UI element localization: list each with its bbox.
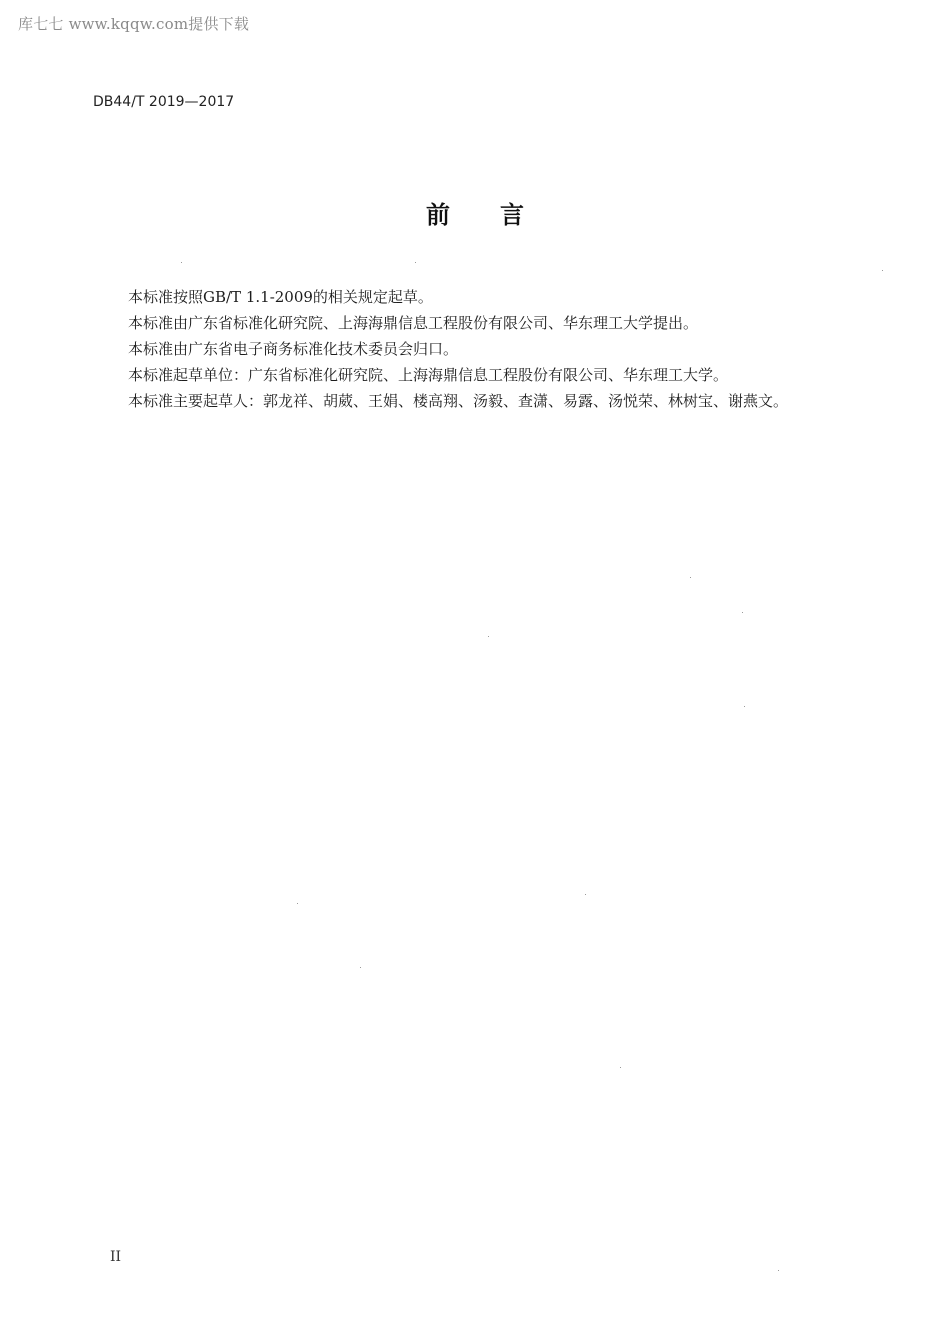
- scan-speck: [297, 903, 298, 904]
- paragraph-proposers: 本标准由广东省标准化研究院、上海海鼎信息工程股份有限公司、华东理工大学提出。: [128, 314, 699, 332]
- paragraph-drafting-units: 本标准起草单位：广东省标准化研究院、上海海鼎信息工程股份有限公司、华东理工大学。: [128, 366, 729, 384]
- foreword-body: [128, 284, 918, 414]
- watermark-text: 库七七 www.kqqw.com提供下载: [18, 15, 250, 33]
- scan-speck: [620, 1067, 621, 1068]
- scan-speck: [882, 270, 883, 271]
- page-number: II: [110, 1249, 122, 1265]
- scan-speck: [360, 967, 361, 968]
- scan-speck: [488, 636, 489, 637]
- scan-speck: [690, 577, 691, 578]
- scan-speck: [744, 706, 745, 707]
- paragraph-responsible-committee: 本标准由广东省电子商务标准化技术委员会归口。: [128, 340, 459, 358]
- scan-speck: [181, 262, 182, 263]
- scan-speck: [742, 612, 743, 613]
- page-title: 前言: [426, 201, 574, 229]
- scan-speck: [778, 1270, 779, 1271]
- paragraph-main-drafters: 本标准主要起草人：郭龙祥、胡葳、王娟、楼高翔、汤毅、查潇、易露、汤悦荣、林树宝、谢燕文。: [128, 392, 789, 410]
- scan-speck: [415, 262, 416, 263]
- scan-speck: [585, 894, 586, 895]
- paragraph-drafting-rules: 本标准按照GB/T 1.1-2009的相关规定起草。: [128, 288, 433, 306]
- standard-code: DB44/T 2019—2017: [93, 94, 235, 110]
